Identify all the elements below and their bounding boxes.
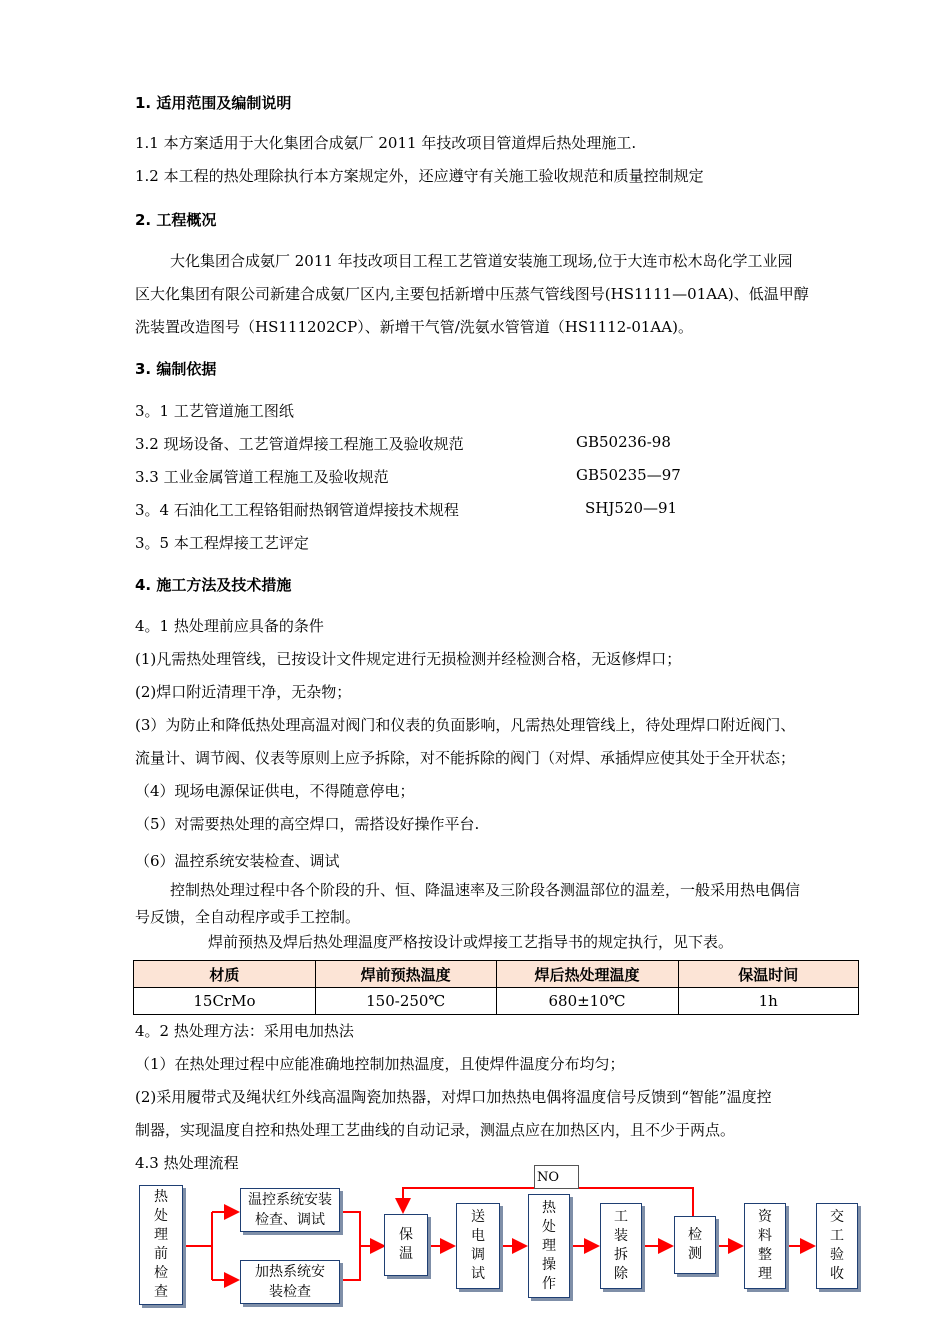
section-4-title: 4. 施工方法及技术措施	[135, 576, 292, 594]
flow-step-inspect	[674, 1216, 716, 1274]
flow-char: 前	[154, 1246, 168, 1262]
flow-no-text: NO	[537, 1169, 560, 1185]
condition-line: 号反馈，全自动程序或手工控制。	[135, 908, 361, 926]
reference-item: 3。5 本工程焊接工艺评定	[135, 534, 309, 552]
flow-char: 收	[830, 1266, 844, 1282]
flow-char: 热	[154, 1189, 168, 1205]
flow-arrow	[340, 1212, 360, 1280]
flow-char: 工	[830, 1228, 844, 1244]
section-4-3-title: 4.3 热处理流程	[135, 1154, 239, 1172]
condition-line: (2)焊口附近清理干净，无杂物；	[135, 683, 352, 701]
reference-item: 3。4 石油化工工程铬钼耐热钢管道焊接技术规程	[135, 501, 459, 519]
flow-step-handover	[816, 1203, 858, 1289]
section-3-title: 3. 编制依据	[135, 360, 217, 378]
condition-line: 焊前预热及焊后热处理温度严格按设计或焊接工艺指导书的规定执行，见下表。	[208, 933, 734, 951]
flow-char: 料	[758, 1228, 772, 1244]
table-cell: 680±10℃	[496, 988, 678, 1015]
flow-char: 验	[830, 1247, 844, 1263]
flow-char: 除	[614, 1266, 628, 1282]
method-line: (2)采用履带式及绳状红外线高温陶瓷加热器，对焊口加热热电偶将温度信号反馈到“智能”温度控	[135, 1088, 772, 1106]
method-line: （1）在热处理过程中应能准确地控制加热温度，且使焊件温度分布均匀；	[135, 1055, 625, 1073]
flow-char: 检	[688, 1227, 702, 1243]
flow-char: 操	[542, 1256, 556, 1273]
section-1-paragraph-1: 1.1 本方案适用于大化集团合成氨厂 2011 年技改项目管道焊后热处理施工.	[135, 134, 637, 152]
flow-char: 理	[758, 1266, 772, 1282]
condition-line: 流量计、调节阀、仪表等原则上应予拆除，对不能拆除的阀门（对焊、承插焊应使其处于全开状态；	[135, 749, 796, 767]
flow-step-power-test	[456, 1203, 500, 1289]
flow-char: 工	[614, 1209, 628, 1225]
condition-line: （5）对需要热处理的高空焊口，需搭设好操作平台.	[135, 815, 480, 833]
condition-line: （4）现场电源保证供电，不得随意停电；	[135, 782, 415, 800]
table-header-cell: 焊后热处理温度	[496, 961, 678, 988]
flow-char: 交	[830, 1209, 844, 1225]
section-4-1-title: 4。1 热处理前应具备的条件	[135, 617, 324, 635]
flow-char: 理	[154, 1227, 168, 1243]
section-4-2-title: 4。2 热处理方法：采用电加热法	[135, 1022, 354, 1040]
section-1-title: 1. 适用范围及编制说明	[135, 94, 292, 112]
table-header-cell: 材质	[134, 961, 316, 988]
flow-char: 资	[758, 1209, 772, 1225]
flow-char: 试	[471, 1266, 485, 1282]
flow-no-label	[534, 1165, 579, 1189]
section-2-title: 2. 工程概况	[135, 211, 217, 229]
flow-char: 查	[154, 1284, 168, 1300]
reference-item: 3。1 工艺管道施工图纸	[135, 402, 294, 420]
method-line: 制器，实现温度自控和热处理工艺曲线的自动记录，测温点应在加热区内，且不少于两点。	[135, 1121, 736, 1139]
flow-char: 理	[542, 1237, 556, 1254]
flow-step-label: 温控系统安装检查、调试	[248, 1192, 332, 1228]
flow-char: 热	[542, 1199, 556, 1216]
flow-step-keep-warm	[384, 1214, 428, 1276]
flow-step-heat-check	[240, 1260, 340, 1304]
flow-char: 保	[399, 1227, 413, 1243]
flow-char: 处	[154, 1208, 168, 1224]
table-cell: 1h	[678, 988, 858, 1015]
condition-line: (1)凡需热处理管线，已按设计文件规定进行无损检测并经检测合格，无返修焊口；	[135, 650, 682, 668]
flow-char: 调	[471, 1247, 485, 1263]
reference-code: SHJ520—91	[585, 499, 678, 517]
condition-line: (3）为防止和降低热处理高温对阀门和仪表的负面影响，凡需热处理管线上，待处理焊口附近阀门、	[135, 716, 796, 734]
section-2-line-1: 大化集团合成氨厂 2011 年技改项目工程工艺管道安装施工现场,位于大连市松木岛化学工业园	[170, 252, 793, 270]
flow-step-temp-check	[240, 1188, 340, 1232]
flow-step-label: 加热系统安装检查	[255, 1264, 325, 1300]
flow-char: 送	[471, 1209, 485, 1225]
condition-line: 控制热处理过程中各个阶段的升、恒、降温速率及三阶段各测温部位的温差，一般采用热电偶信	[170, 881, 801, 899]
flow-char: 电	[471, 1228, 485, 1244]
flow-char: 测	[688, 1246, 702, 1262]
section-2-line-3: 洗装置改造图号（HS111202CP）、新增干气管/洗氨水管管道（HS1112-01AA)。	[135, 318, 693, 336]
table-cell: 150-250℃	[315, 988, 496, 1015]
condition-line: （6）温控系统安装检查、调试	[135, 852, 340, 870]
table-header-cell: 保温时间	[678, 961, 858, 988]
flow-step-pre-check	[139, 1185, 183, 1305]
flow-char: 整	[758, 1247, 772, 1263]
section-1-paragraph-2: 1.2 本工程的热处理除执行本方案规定外，还应遵守有关施工验收规范和质量控制规定	[135, 167, 704, 185]
flow-step-documents	[744, 1203, 786, 1289]
reference-code: GB50235—97	[576, 466, 681, 484]
flow-char: 温	[399, 1246, 413, 1262]
table-cell: 15CrMo	[134, 988, 316, 1015]
reference-code: GB50236-98	[576, 433, 671, 451]
table-header-cell: 焊前预热温度	[315, 961, 496, 988]
flow-char: 作	[542, 1275, 556, 1292]
flow-char: 装	[614, 1228, 628, 1244]
flow-step-remove-fixtures	[600, 1203, 642, 1289]
reference-item: 3.3 工业金属管道工程施工及验收规范	[135, 468, 389, 486]
flow-char: 检	[154, 1265, 168, 1281]
flow-char: 处	[542, 1218, 556, 1235]
reference-item: 3.2 现场设备、工艺管道焊接工程施工及验收规范	[135, 435, 464, 453]
section-2-line-2: 区大化集团有限公司新建合成氨厂区内,主要包括新增中压蒸气管线图号(HS1111—01AA)、低温甲醇	[135, 285, 809, 303]
flow-char: 拆	[614, 1247, 628, 1263]
flow-step-operate	[528, 1194, 570, 1298]
